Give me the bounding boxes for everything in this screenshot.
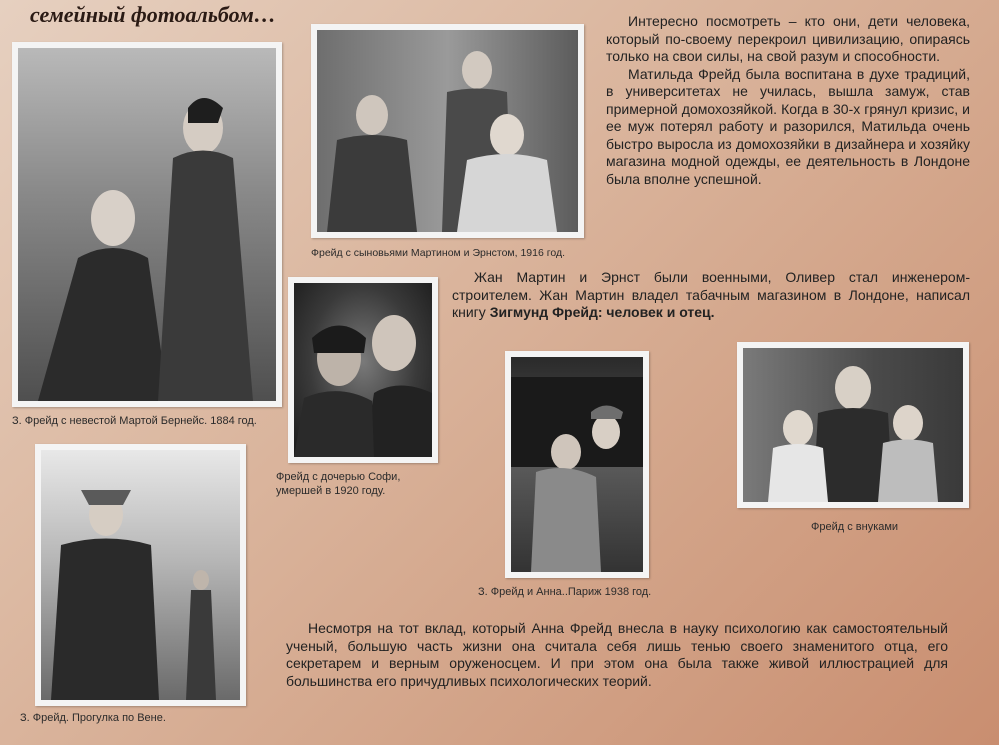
paragraph-intro: Интересно посмотреть – кто они, дети человека, который по-своему перекроил цивилизацию, опираясь только на свои силы, на свой разум и способности. xyxy=(606,13,970,64)
caption-grandsons: Фрейд с внуками xyxy=(811,521,899,533)
paragraph-anna: Несмотря на тот вклад, который Анна Фрейд внесла в науку психологию как самостоятельный ученый, большую часть жизни она считала себя лишь тенью своего знаменитого отца, его секретарем и верным оруженосцем. И при этом она была также живой иллюстрацией для большинства его причудливых психологических теорий. xyxy=(286,620,948,689)
text-block-children xyxy=(606,13,970,188)
paragraph-sons xyxy=(452,269,970,322)
caption-engagement: З. Фрейд с невестой Мартой Бернейс. 1884 год. xyxy=(12,415,257,427)
paragraph-matilda: Матильда Фрейд была воспитана в духе традиций, в университетах не училась, вышла замуж, став примерной домохозяйкой. Когда в 30-х грянул кризис, и ее муж потерял работу и разорился, Матильда очень быстро выросла из домохозяйки в дизайнера и хозяйку магазина модной одежды, ее деятельность в Лондоне была вполне успешной. xyxy=(606,65,970,187)
caption-vienna: З. Фрейд. Прогулка по Вене. xyxy=(20,712,166,724)
photo-anna-paris xyxy=(505,351,649,578)
photo-sons xyxy=(311,24,584,238)
caption-sophie-line2: умершей в 1920 году. xyxy=(276,485,386,497)
caption-anna-paris: З. Фрейд и Анна..Париж 1938 год. xyxy=(478,586,652,598)
photo-sophie xyxy=(288,277,438,463)
caption-sophie xyxy=(276,470,426,498)
photo-vienna xyxy=(35,444,246,706)
paragraph-sons-text: Жан Мартин и Эрнст были военными, Оливер стал инженером-строителем. Жан Мартин владел табачным магазином в Лондоне, написал книгу xyxy=(452,269,970,320)
photo-grandsons xyxy=(737,342,969,508)
caption-sophie-line1: Фрейд с дочерью Софи, xyxy=(276,471,401,483)
caption-sons: Фрейд с сыновьями Мартином и Эрнстом, 1916 год. xyxy=(311,247,565,259)
page-heading: семейный фотоальбом… xyxy=(30,2,276,27)
text-block-anna xyxy=(286,620,948,690)
photo-engagement xyxy=(12,42,282,407)
text-block-sons xyxy=(452,269,970,322)
book-title: Зигмунд Фрейд: человек и отец. xyxy=(489,304,715,320)
